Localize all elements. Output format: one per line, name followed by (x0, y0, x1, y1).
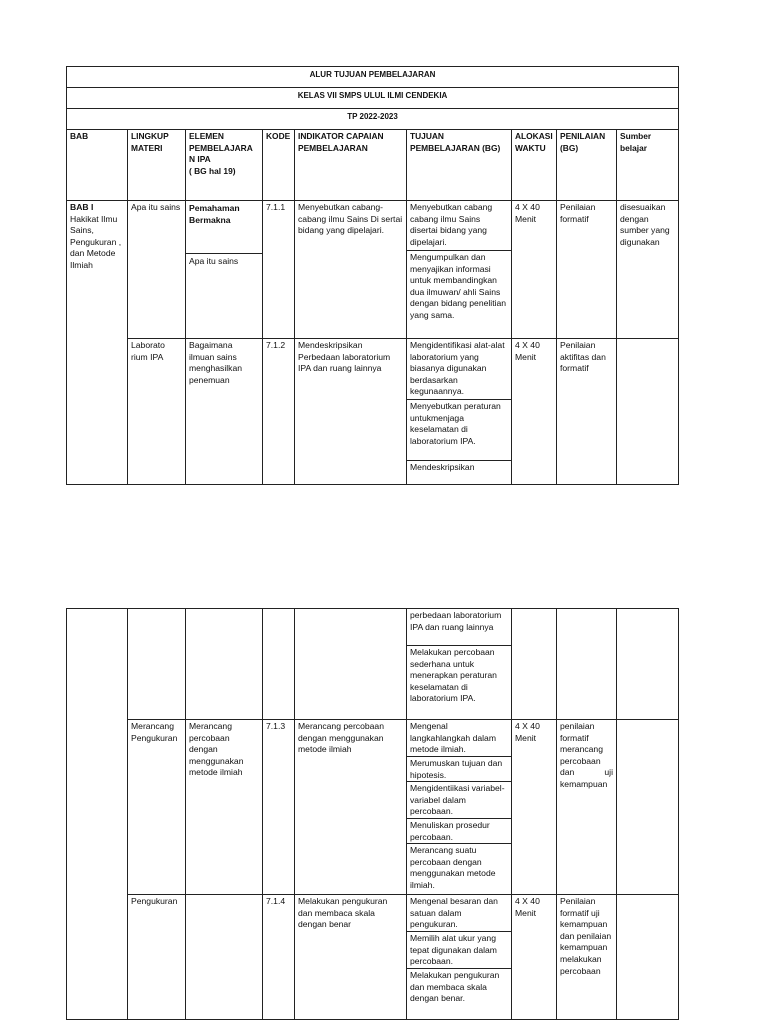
col-header-indikator: INDIKATOR CAPAIAN PEMBELAJARAN (295, 130, 407, 201)
indikator-cell: Mendeskripsikan Perbedaan laboratorium IPA dan ruang lainnya (295, 339, 407, 485)
elemen-cell (186, 201, 263, 339)
kode-cell: 7.1.2 (263, 339, 295, 485)
tujuan-cell (407, 201, 512, 339)
tujuan-item: Memilih alat ukur yang tepat digunakan dalam percobaan. (407, 932, 511, 969)
lingkup-cell (128, 609, 186, 720)
tujuan-item: Menuliskan prosedur percobaan. (407, 819, 511, 844)
elemen-item: Apa itu sains (189, 256, 239, 266)
table-row (67, 895, 679, 1020)
indikator-cell (295, 609, 407, 720)
tujuan-item: perbedaan laboratorium IPA dan ruang lainnya (407, 609, 511, 646)
bab-cell (67, 201, 128, 485)
col-header-tujuan: TUJUAN PEMBELAJARAN (BG) (407, 130, 512, 201)
sumber-cell (617, 895, 679, 1020)
curriculum-table-page-2 (66, 608, 679, 1020)
table-row (67, 201, 679, 339)
tujuan-cell (407, 720, 512, 895)
elemen-cell: Merancang percobaan dengan menggunakan metode ilmiah (186, 720, 263, 895)
penilaian-cell: Penilaian formatif (557, 201, 617, 339)
tujuan-item: Merancang suatu percobaan dengan menggunakan metode ilmiah. (410, 845, 496, 890)
curriculum-table-page-1 (66, 66, 679, 485)
tujuan-item: Mengidentifikasi alat-alat laboratorium yang biasanya digunakan berdasarkan kegunaannya. (407, 339, 511, 400)
kode-cell: 7.1.4 (263, 895, 295, 1020)
alokasi-cell: 4 X 40 Menit (512, 895, 557, 1020)
lingkup-cell: Apa itu sains (128, 201, 186, 339)
school-year-label: TP 2022-2023 (67, 109, 679, 130)
elemen-cell: Bagaimana ilmuan sains menghasilkan penemuan (186, 339, 263, 485)
sumber-cell (617, 339, 679, 485)
col-header-alokasi: ALOKASI WAKTU (512, 130, 557, 201)
penilaian-cell: Penilaian formatif uji kemampuan dan penilaian kemampuan melakukan percobaan (557, 895, 617, 1020)
bab-name: Hakikat Ilmu Sains, Pengukuran , dan Metode Ilmiah (70, 213, 122, 270)
penilaian-cell: penilaian formatif merancang percobaan dan uji kemampuan (557, 720, 617, 895)
tujuan-item: Menyebutkan peraturan untukmenjaga keselamatan di laboratorium IPA. (407, 400, 511, 461)
tujuan-item: Mengenal langkahlangkah dalam metode ilmiah. (407, 720, 511, 757)
indikator-cell: Menyebutkan cabang-cabang ilmu Sains Di sertai bidang yang dipelajari. (295, 201, 407, 339)
tujuan-item: Melakukan percobaan sederhana untuk menerapkan peraturan keselamatan di laboratorium IPA. (410, 647, 497, 704)
col-header-elemen-text: ELEMEN PEMBELAJARA N IPA (189, 131, 253, 165)
tujuan-item: Melakukan pengukuran dan membaca skala dengan benar. (410, 970, 500, 1004)
table-row (67, 720, 679, 895)
tujuan-item: Menyebutkan cabang cabang ilmu Sains disertai bidang yang dipelajari. (407, 201, 511, 251)
lingkup-cell: Laborato rium IPA (128, 339, 186, 485)
tujuan-item: Mengenal besaran dan satuan dalam pengukuran. (407, 895, 511, 932)
sumber-cell: disesuaikan dengan sumber yang digunakan (617, 201, 679, 339)
col-header-elemen (186, 130, 263, 201)
kode-cell: 7.1.1 (263, 201, 295, 339)
alokasi-cell (512, 609, 557, 720)
tujuan-cell (407, 339, 512, 485)
bab-cell (67, 609, 128, 1020)
sumber-cell (617, 720, 679, 895)
class-school-label: KELAS VII SMPS ULUL ILMI CENDEKIA (67, 88, 679, 109)
tujuan-item: Mendeskripsikan (410, 462, 475, 472)
indikator-cell: Merancang percobaan dengan menggunakan metode ilmiah (295, 720, 407, 895)
penilaian-cell (557, 609, 617, 720)
tujuan-item: Mengidentiikasi variabel-variabel dalam percobaan. (407, 782, 511, 819)
tujuan-item: Mengumpulkan dan menyajikan informasi untuk membandingkan dua ilmuwan/ ahli Sains dengan bidang penelitian yang sama. (410, 252, 507, 320)
elemen-cell (186, 895, 263, 1020)
indikator-cell: Melakukan pengukuran dan membaca skala dengan benar (295, 895, 407, 1020)
elemen-cell (186, 609, 263, 720)
doc-title: ALUR TUJUAN PEMBELAJARAN (67, 67, 679, 88)
table-row (67, 339, 679, 485)
alokasi-cell: 4 X 40 Menit (512, 201, 557, 339)
col-header-lingkup: LINGKUP MATERI (128, 130, 186, 201)
table-row (67, 609, 679, 720)
tujuan-cell (407, 609, 512, 720)
bab-title: BAB I (70, 202, 94, 212)
column-header-row (67, 130, 679, 201)
kode-cell: 7.1.3 (263, 720, 295, 895)
elemen-item: Pemahaman Bermakna (186, 201, 262, 254)
lingkup-cell: Pengukuran (128, 895, 186, 1020)
tujuan-item: Merumuskan tujuan dan hipotesis. (407, 757, 511, 782)
col-header-sumber: Sumber belajar (617, 130, 679, 201)
kode-cell (263, 609, 295, 720)
tujuan-cell (407, 895, 512, 1020)
col-header-elemen-ref: ( BG hal 19) (189, 165, 236, 176)
penilaian-cell: Penilaian aktifitas dan formatif (557, 339, 617, 485)
alokasi-cell: 4 X 40 Menit (512, 339, 557, 485)
alokasi-cell: 4 X 40 Menit (512, 720, 557, 895)
lingkup-cell: Merancang Pengukuran (128, 720, 186, 895)
col-header-bab: BAB (67, 130, 128, 201)
col-header-penilaian: PENILAIAN (BG) (557, 130, 617, 201)
sumber-cell (617, 609, 679, 720)
col-header-kode: KODE (263, 130, 295, 201)
